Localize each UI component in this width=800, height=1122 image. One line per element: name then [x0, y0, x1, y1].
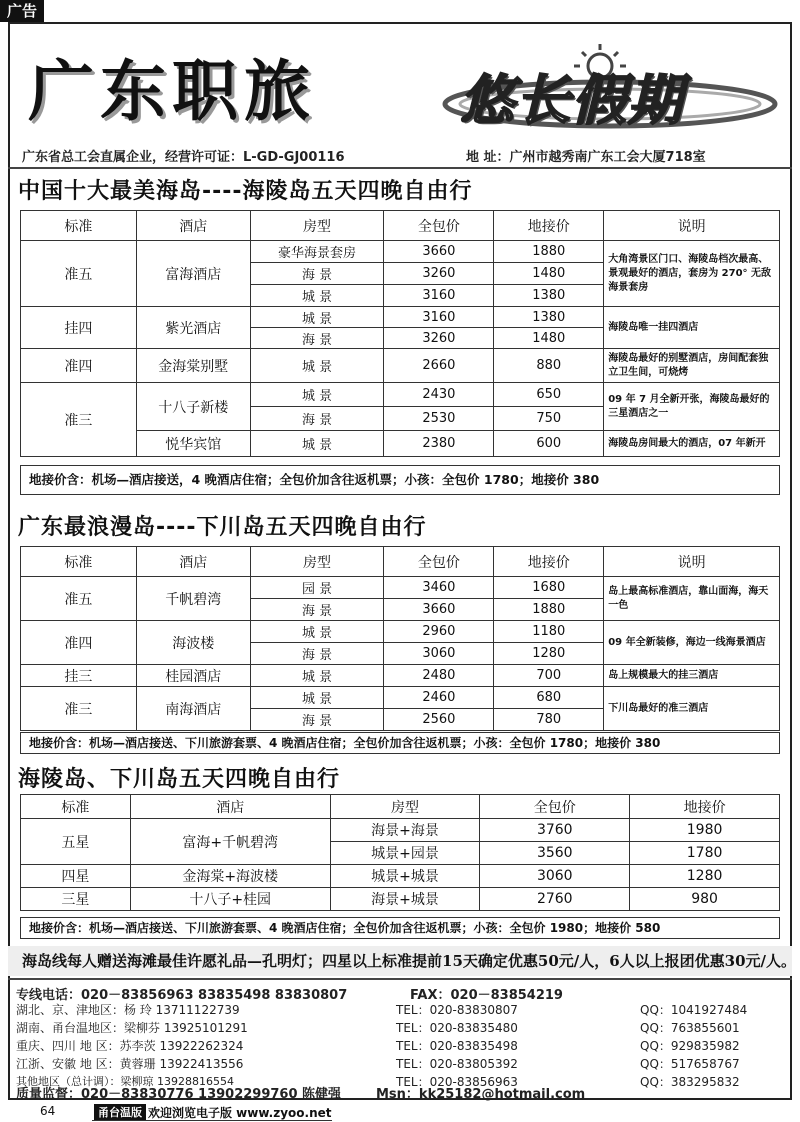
divider: [8, 978, 792, 980]
page-number: 64: [40, 1104, 56, 1118]
table-row: [21, 307, 780, 328]
local-price-cell: 880: [494, 349, 604, 383]
slogan-text: 悠长假期: [460, 68, 684, 132]
section1-note: 地接价含：机场—酒店接送，4 晚酒店住宿；全包价加含往返机票；小孩：全包价 1780；地接价 380: [20, 465, 780, 495]
local-price-cell: 1980: [630, 819, 780, 842]
contact-qq: QQ：763855601: [640, 1021, 740, 1035]
contact-region: 江浙、安徽 地 区：黄蓉珊 13922413556: [16, 1057, 244, 1071]
room-cell: 城景+园景: [330, 842, 480, 865]
standard-cell: 挂三: [21, 665, 137, 687]
full-price-cell: 2760: [480, 888, 630, 911]
full-price-cell: 3760: [480, 819, 630, 842]
table-row: [21, 687, 780, 709]
header-standard: 标准: [21, 547, 137, 577]
table-row: [21, 241, 780, 263]
full-price-cell: 2960: [384, 621, 494, 643]
header-hotel: 酒店: [136, 547, 250, 577]
local-price-cell: 1280: [494, 643, 604, 665]
full-price-cell: 2530: [384, 407, 494, 431]
full-price-cell: 3660: [384, 599, 494, 621]
standard-cell: 准三: [21, 687, 137, 731]
local-price-cell: 600: [494, 431, 604, 457]
room-cell: 海 景: [250, 263, 384, 285]
footer-site: 欢迎浏览电子版 www.zyoo.net: [148, 1106, 332, 1120]
contact-tel: TEL：020-83835498: [396, 1039, 518, 1053]
section3-title: 海陵岛、下川岛五天四晚自由行: [18, 767, 341, 792]
table-row: [21, 665, 780, 687]
standard-cell: 准四: [21, 349, 137, 383]
contact-qq: QQ：383295832: [640, 1075, 740, 1089]
description-cell: 09 年全新装修，海边一线海景酒店: [604, 621, 780, 665]
edition-badge: 甬台温版: [94, 1104, 146, 1120]
header-local-price: 地接价: [494, 547, 604, 577]
msn-contact: Msn：kk25182@hotmail.com: [376, 1087, 586, 1102]
table-row: [21, 621, 780, 643]
standard-cell: 准三: [21, 383, 137, 457]
standard-cell: 准五: [21, 577, 137, 621]
local-price-cell: 980: [630, 888, 780, 911]
room-cell: 城 景: [250, 431, 384, 457]
room-cell: 城景+城景: [330, 865, 480, 888]
local-price-cell: 1880: [494, 241, 604, 263]
description-cell: 海陵岛最好的别墅酒店，房间配套独立卫生间，可烧烤: [604, 349, 780, 383]
local-price-cell: 1280: [630, 865, 780, 888]
room-cell: 城 景: [250, 665, 384, 687]
header-room: 房型: [250, 547, 384, 577]
description-cell: 海陵岛房间最大的酒店，07 年新开: [604, 431, 780, 457]
hotel-cell: 桂园酒店: [136, 665, 250, 687]
local-price-cell: 650: [494, 383, 604, 407]
room-cell: 海 景: [250, 643, 384, 665]
promo-banner: 海岛线每人赠送海滩最佳许愿礼品—孔明灯；四星以上标准提前15天确定优惠50元/人，6人以上报团优惠30元/人。: [8, 946, 792, 976]
header-hotel: 酒店: [130, 795, 330, 819]
contact-region: 重庆、四川 地 区：苏李茨 13922262324: [16, 1039, 244, 1053]
table-row: [21, 577, 780, 599]
hotel-cell: 南海酒店: [136, 687, 250, 731]
contact-qq: QQ：517658767: [640, 1057, 740, 1071]
local-price-cell: 780: [494, 709, 604, 731]
standard-cell: 准五: [21, 241, 137, 307]
room-cell: 海 景: [250, 328, 384, 349]
description-cell: 岛上最高标准酒店，靠山面海，海天一色: [604, 577, 780, 621]
description-cell: 岛上规模最大的挂三酒店: [604, 665, 780, 687]
full-price-cell: 2460: [384, 687, 494, 709]
room-cell: 海 景: [250, 599, 384, 621]
contact-qq: QQ：929835982: [640, 1039, 740, 1053]
header-room: 房型: [250, 211, 384, 241]
local-price-cell: 1480: [494, 328, 604, 349]
quality-hotline: 质量监督：020－83830776 13902299760 陈健强: [16, 1087, 342, 1102]
standard-cell: 四星: [21, 865, 131, 888]
hotel-cell: 悦华宾馆: [136, 431, 250, 457]
standard-cell: 挂四: [21, 307, 137, 349]
footer-underline: [92, 1120, 332, 1121]
table-row: [21, 865, 780, 888]
hotel-cell: 富海+千帆碧湾: [130, 819, 330, 865]
divider: [8, 167, 792, 169]
standard-cell: 准四: [21, 621, 137, 665]
local-price-cell: 750: [494, 407, 604, 431]
local-price-cell: 1480: [494, 263, 604, 285]
room-cell: 城 景: [250, 687, 384, 709]
hotel-cell: 金海棠+海波楼: [130, 865, 330, 888]
local-price-cell: 1380: [494, 307, 604, 328]
company-license: 广东省总工会直属企业，经营许可证：L-GD-GJ00116: [22, 150, 345, 165]
standard-cell: 五星: [21, 819, 131, 865]
hotline: 专线电话：020－83856963 83835498 83830807: [16, 988, 348, 1003]
description-cell: 海陵岛唯一挂四酒店: [604, 307, 780, 349]
slogan-logo: [440, 42, 780, 132]
section3-note: 地接价含：机场—酒店接送、下川旅游套票、4 晚酒店住宿；全包价加含往返机票；小孩：全包价 1980；地接价 580: [20, 917, 780, 939]
table-row: [21, 888, 780, 911]
hotel-cell: 富海酒店: [136, 241, 250, 307]
full-price-cell: 3560: [480, 842, 630, 865]
room-cell: 园 景: [250, 577, 384, 599]
contact-tel: TEL：020-83835480: [396, 1021, 518, 1035]
local-price-cell: 1180: [494, 621, 604, 643]
table-row: [21, 349, 780, 383]
full-price-cell: 3160: [384, 307, 494, 328]
full-price-cell: 3060: [384, 643, 494, 665]
local-price-cell: 1380: [494, 285, 604, 307]
hotel-cell: 紫光酒店: [136, 307, 250, 349]
contact-region: 湖南、甬台温地区：梁柳芬 13925101291: [16, 1021, 248, 1035]
company-address: 地 址：广州市越秀南广东工会大厦718室: [466, 150, 706, 165]
section1-table: [20, 210, 780, 457]
full-price-cell: 2480: [384, 665, 494, 687]
room-cell: 城 景: [250, 349, 384, 383]
description-cell: 大角湾景区门口、海陵岛档次最高、景观最好的酒店，套房为 270° 无敌海景套房: [604, 241, 780, 307]
contact-tel: TEL：020-83805392: [396, 1057, 518, 1071]
full-price-cell: 2380: [384, 431, 494, 457]
ad-tag: 广告: [0, 0, 44, 22]
room-cell: 海 景: [250, 407, 384, 431]
hotel-cell: 千帆碧湾: [136, 577, 250, 621]
header-full-price: 全包价: [384, 211, 494, 241]
hotel-cell: 海波楼: [136, 621, 250, 665]
header-local-price: 地接价: [494, 211, 604, 241]
room-cell: 豪华海景套房: [250, 241, 384, 263]
table-row: [21, 819, 780, 842]
room-cell: 海景+城景: [330, 888, 480, 911]
full-price-cell: 2660: [384, 349, 494, 383]
room-cell: 城 景: [250, 285, 384, 307]
full-price-cell: 3060: [480, 865, 630, 888]
full-price-cell: 3260: [384, 328, 494, 349]
header-hotel: 酒店: [136, 211, 250, 241]
contact-region: 湖北、京、津地区：杨 玲 13711122739: [16, 1003, 240, 1017]
full-price-cell: 2430: [384, 383, 494, 407]
header-description: 说明: [604, 547, 780, 577]
local-price-cell: 1780: [630, 842, 780, 865]
fax: FAX：020－83854219: [410, 988, 563, 1003]
description-cell: 09 年 7 月全新开张，海陵岛最好的三星酒店之一: [604, 383, 780, 431]
section1-title: 中国十大最美海岛----海陵岛五天四晚自由行: [18, 179, 473, 204]
header-full-price: 全包价: [384, 547, 494, 577]
description-cell: 下川岛最好的准三酒店: [604, 687, 780, 731]
local-price-cell: 680: [494, 687, 604, 709]
local-price-cell: 700: [494, 665, 604, 687]
full-price-cell: 3160: [384, 285, 494, 307]
contact-region: 其他地区（总计调）：梁柳琼 13928816554: [16, 1075, 234, 1088]
hotel-cell: 金海棠别墅: [136, 349, 250, 383]
room-cell: 海景+海景: [330, 819, 480, 842]
room-cell: 城 景: [250, 307, 384, 328]
room-cell: 城 景: [250, 621, 384, 643]
full-price-cell: 2560: [384, 709, 494, 731]
header-standard: 标准: [21, 795, 131, 819]
hotel-cell: 十八子新楼: [136, 383, 250, 431]
header-standard: 标准: [21, 211, 137, 241]
section3-table: [20, 794, 780, 911]
room-cell: 海 景: [250, 709, 384, 731]
hotel-cell: 十八子+桂园: [130, 888, 330, 911]
contact-tel: TEL：020-83856963: [396, 1075, 518, 1089]
header-local-price: 地接价: [630, 795, 780, 819]
local-price-cell: 1680: [494, 577, 604, 599]
header-room: 房型: [330, 795, 480, 819]
section2-table: [20, 546, 780, 731]
full-price-cell: 3260: [384, 263, 494, 285]
full-price-cell: 3660: [384, 241, 494, 263]
table-row: [21, 383, 780, 407]
brand-logo: 广东职旅: [28, 52, 316, 130]
header-full-price: 全包价: [480, 795, 630, 819]
section2-note: 地接价含：机场—酒店接送、下川旅游套票、4 晚酒店住宿；全包价加含往返机票；小孩：全包价 1780；地接价 380: [20, 732, 780, 754]
standard-cell: 三星: [21, 888, 131, 911]
local-price-cell: 1880: [494, 599, 604, 621]
section2-title: 广东最浪漫岛----下川岛五天四晚自由行: [18, 515, 427, 540]
full-price-cell: 3460: [384, 577, 494, 599]
room-cell: 城 景: [250, 383, 384, 407]
header-description: 说明: [604, 211, 780, 241]
footer-edition-wrap: [94, 1104, 146, 1120]
contact-tel: TEL：020-83830807: [396, 1003, 518, 1017]
contact-qq: QQ：1041927484: [640, 1003, 748, 1017]
